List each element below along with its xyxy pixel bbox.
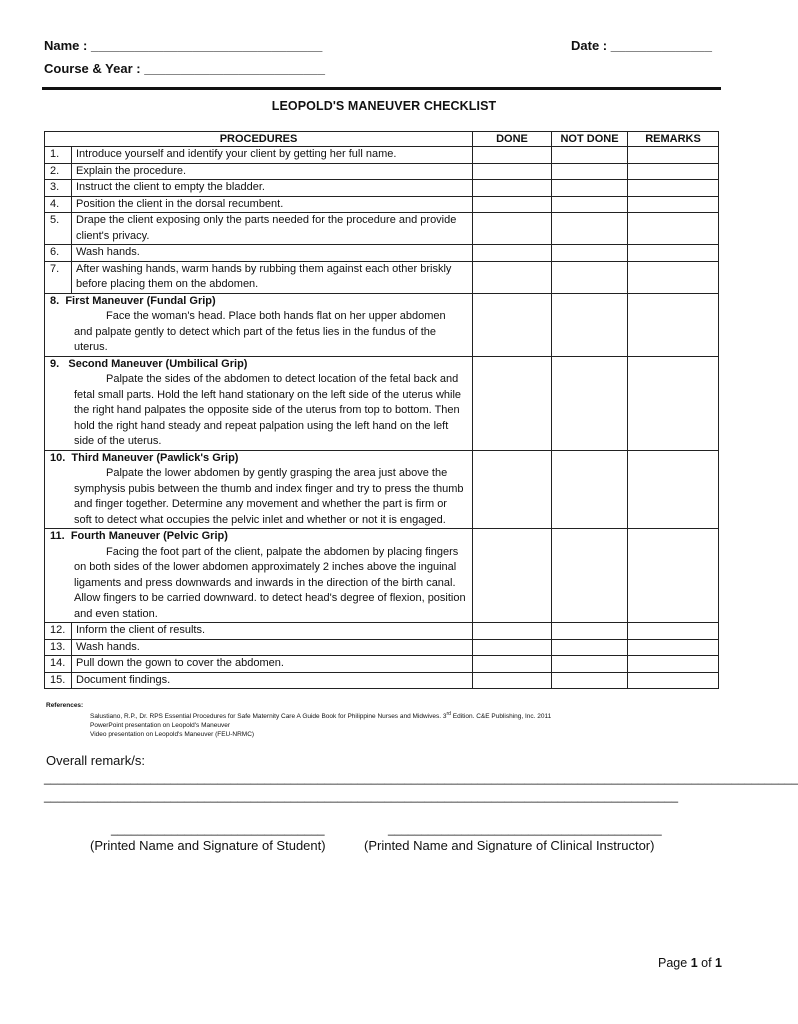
overall-remarks-label: Overall remark/s: [46,753,145,768]
row-procedure: After washing hands, warm hands by rubbing them against each other briskly before placing them on the abdomen. [72,261,473,293]
col-not-done: NOT DONE [552,132,628,147]
reference-1-end: Edition. C&E Publishing, Inc. 2011 [450,713,552,721]
not-done-cell[interactable] [552,147,628,164]
course-label: Course & Year : [44,61,141,76]
maneuver-heading [50,357,466,373]
row-number: 15. [45,672,72,689]
maneuver-title: Fourth Maneuver (Pelvic Grip) [70,530,228,542]
col-procedures: PROCEDURES [45,132,473,147]
maneuver-cell [45,529,473,623]
row-procedure: Position the client in the dorsal recumbent. [72,196,473,213]
done-cell[interactable] [473,450,552,529]
maneuver-title: Third Maneuver (Pawlick's Grip) [71,451,239,464]
remarks-cell[interactable] [628,261,719,293]
table-row [45,245,719,262]
remarks-cell[interactable] [628,623,719,640]
table-row [45,639,719,656]
done-cell[interactable] [473,293,552,356]
row-number: 6. [45,245,72,262]
done-cell[interactable] [473,623,552,640]
row-procedure: Drape the client exposing only the parts needed for the procedure and provide client's privacy. [72,213,473,245]
done-cell[interactable] [473,213,552,245]
row-procedure: Instruct the client to empty the bladder. [72,180,473,197]
remarks-cell[interactable] [628,450,719,529]
remarks-cell[interactable] [628,656,719,673]
table-header-row [45,132,719,147]
row-number: 13. [45,639,72,656]
page-word: Page [658,956,688,970]
done-cell[interactable] [473,261,552,293]
row-number: 12. [45,623,72,640]
row-number: 7. [45,261,72,293]
not-done-cell[interactable] [552,672,628,689]
row-number: 10. [50,451,66,464]
maneuver-heading [50,529,466,545]
student-signature-line[interactable]: ________________________________ [111,822,325,836]
table-row-maneuver [45,529,719,623]
course-blank[interactable]: _________________________ [144,61,325,76]
row-procedure: Pull down the gown to cover the abdomen. [72,656,473,673]
reference-1 [46,710,551,721]
row-number: 11. [50,530,65,542]
remarks-cell[interactable] [628,147,719,164]
col-done: DONE [473,132,552,147]
header-divider [42,87,721,90]
maneuver-text: Face the woman's head. Place both hands flat on her upper abdomen and palpate gently to detect which part of the fetus lies in the fundus of the uterus. [74,310,446,353]
remarks-cell[interactable] [628,529,719,623]
done-cell[interactable] [473,356,552,450]
reference-1-text: Salustiano, R.P., Dr. RPS Essential Procedures for Safe Maternity Care A Guide Book for Philippine Nurses and Midwives. 3 [90,713,447,721]
table-row [45,163,719,180]
done-cell[interactable] [473,529,552,623]
remarks-cell[interactable] [628,356,719,450]
remarks-cell[interactable] [628,245,719,262]
instructor-signature-line[interactable]: _________________________________________ [388,822,662,836]
remarks-cell[interactable] [628,672,719,689]
table-row [45,656,719,673]
row-procedure: Wash hands. [72,245,473,262]
done-cell[interactable] [473,147,552,164]
overall-remarks-line-1[interactable]: _________________________________________________________________________________________________________________ [44,771,798,785]
reference-2: PowerPoint presentation on Leopold's Maneuver [90,722,230,730]
row-number: 1. [45,147,72,164]
done-cell[interactable] [473,196,552,213]
table-row-maneuver [45,356,719,450]
table-row [45,196,719,213]
table-row [45,261,719,293]
remarks-cell[interactable] [628,163,719,180]
date-label: Date : [571,38,608,53]
done-cell[interactable] [473,639,552,656]
done-cell[interactable] [473,245,552,262]
row-number: 14. [45,656,72,673]
maneuver-cell [45,293,473,356]
not-done-cell[interactable] [552,245,628,262]
not-done-cell[interactable] [552,356,628,450]
table-row-maneuver [45,450,719,529]
row-procedure: Introduce yourself and identify your client by getting her full name. [72,147,473,164]
not-done-cell[interactable] [552,623,628,640]
instructor-signature-label: (Printed Name and Signature of Clinical Instructor) [364,838,655,853]
done-cell[interactable] [473,180,552,197]
remarks-cell[interactable] [628,639,719,656]
references-label: References: [46,702,84,709]
maneuver-text: Facing the foot part of the client, palpate the abdomen by placing fingers on both sides of the lower abdomen approximately 2 inches above the inguinal ligaments and press downwards and inwards in the direction of the birth canal. Allow fingers to be carried downward. to detect head's degree of flexion, position and even station. [74,545,466,620]
row-procedure: Wash hands. [72,639,473,656]
done-cell[interactable] [473,672,552,689]
page-title: LEOPOLD'S MANEUVER CHECKLIST [271,99,497,113]
reference-3: Video presentation on Leopold's Maneuver (FEU-NRMC) [90,731,255,739]
not-done-cell[interactable] [552,639,628,656]
name-label: Name : [44,38,88,53]
maneuver-cell [45,356,473,450]
remarks-cell[interactable] [628,180,719,197]
remarks-cell[interactable] [628,213,719,245]
date-blank[interactable]: ______________ [610,38,712,53]
reference-1-sup: rd [446,711,451,717]
remarks-cell[interactable] [628,293,719,356]
row-number: 4. [45,196,72,213]
not-done-cell[interactable] [552,529,628,623]
student-signature-label: (Printed Name and Signature of Student) [90,838,326,853]
row-number: 3. [45,180,72,197]
table-row [45,147,719,164]
row-number: 8. [50,294,60,307]
references [46,701,551,739]
checklist-table [44,131,719,689]
maneuver-heading [50,451,466,467]
table-row [45,672,719,689]
row-procedure: Explain the procedure. [72,163,473,180]
page-number: 1 [690,956,698,970]
maneuver-title: First Maneuver (Fundal Grip) [65,294,216,307]
not-done-cell[interactable] [552,656,628,673]
not-done-cell[interactable] [552,293,628,356]
row-procedure: Inform the client of results. [72,623,473,640]
not-done-cell[interactable] [552,450,628,529]
maneuver-text: Palpate the sides of the abdomen to detect location of the fetal back and fetal small parts. Hold the left hand stationary on the left side of the uterus while the right hand palpates the opposite side of the uterus from top to bottom. Then hold the right hand steady and repeat palpation using the left hand on the left side of the uterus. [74,373,462,447]
row-procedure: Document findings. [72,672,473,689]
remarks-cell[interactable] [628,196,719,213]
of-word: of [701,956,712,970]
page-indicator [658,956,722,970]
name-blank[interactable]: ________________________________ [90,38,323,53]
maneuver-cell [45,450,473,529]
row-number: 5. [45,213,72,245]
done-cell[interactable] [473,656,552,673]
not-done-cell[interactable] [552,196,628,213]
not-done-cell[interactable] [552,213,628,245]
maneuver-text: Palpate the lower abdomen by gently grasping the area just above the symphysis pubis between the thumb and index finger and try to press the thumb and finger together. Determine any movement and whether the part is firm or soft to detect what occupies the pelvic inlet and whether or not it is engaged. [74,467,464,526]
row-number: 2. [45,163,72,180]
row-number: 9. [50,357,60,370]
not-done-cell[interactable] [552,163,628,180]
course-field[interactable] [44,61,325,76]
table-row-maneuver [45,293,719,356]
page-total: 1 [715,956,722,970]
name-field[interactable] [44,38,322,53]
not-done-cell[interactable] [552,261,628,293]
col-remarks: REMARKS [628,132,719,147]
date-field[interactable] [571,38,712,53]
table-row [45,213,719,245]
table-row [45,180,719,197]
maneuver-title: Second Maneuver (Umbilical Grip) [68,357,248,370]
maneuver-heading [50,294,466,310]
table-row [45,623,719,640]
overall-remarks-line-2[interactable]: _______________________________________________________________________________________________ [44,789,679,803]
not-done-cell[interactable] [552,180,628,197]
done-cell[interactable] [473,163,552,180]
